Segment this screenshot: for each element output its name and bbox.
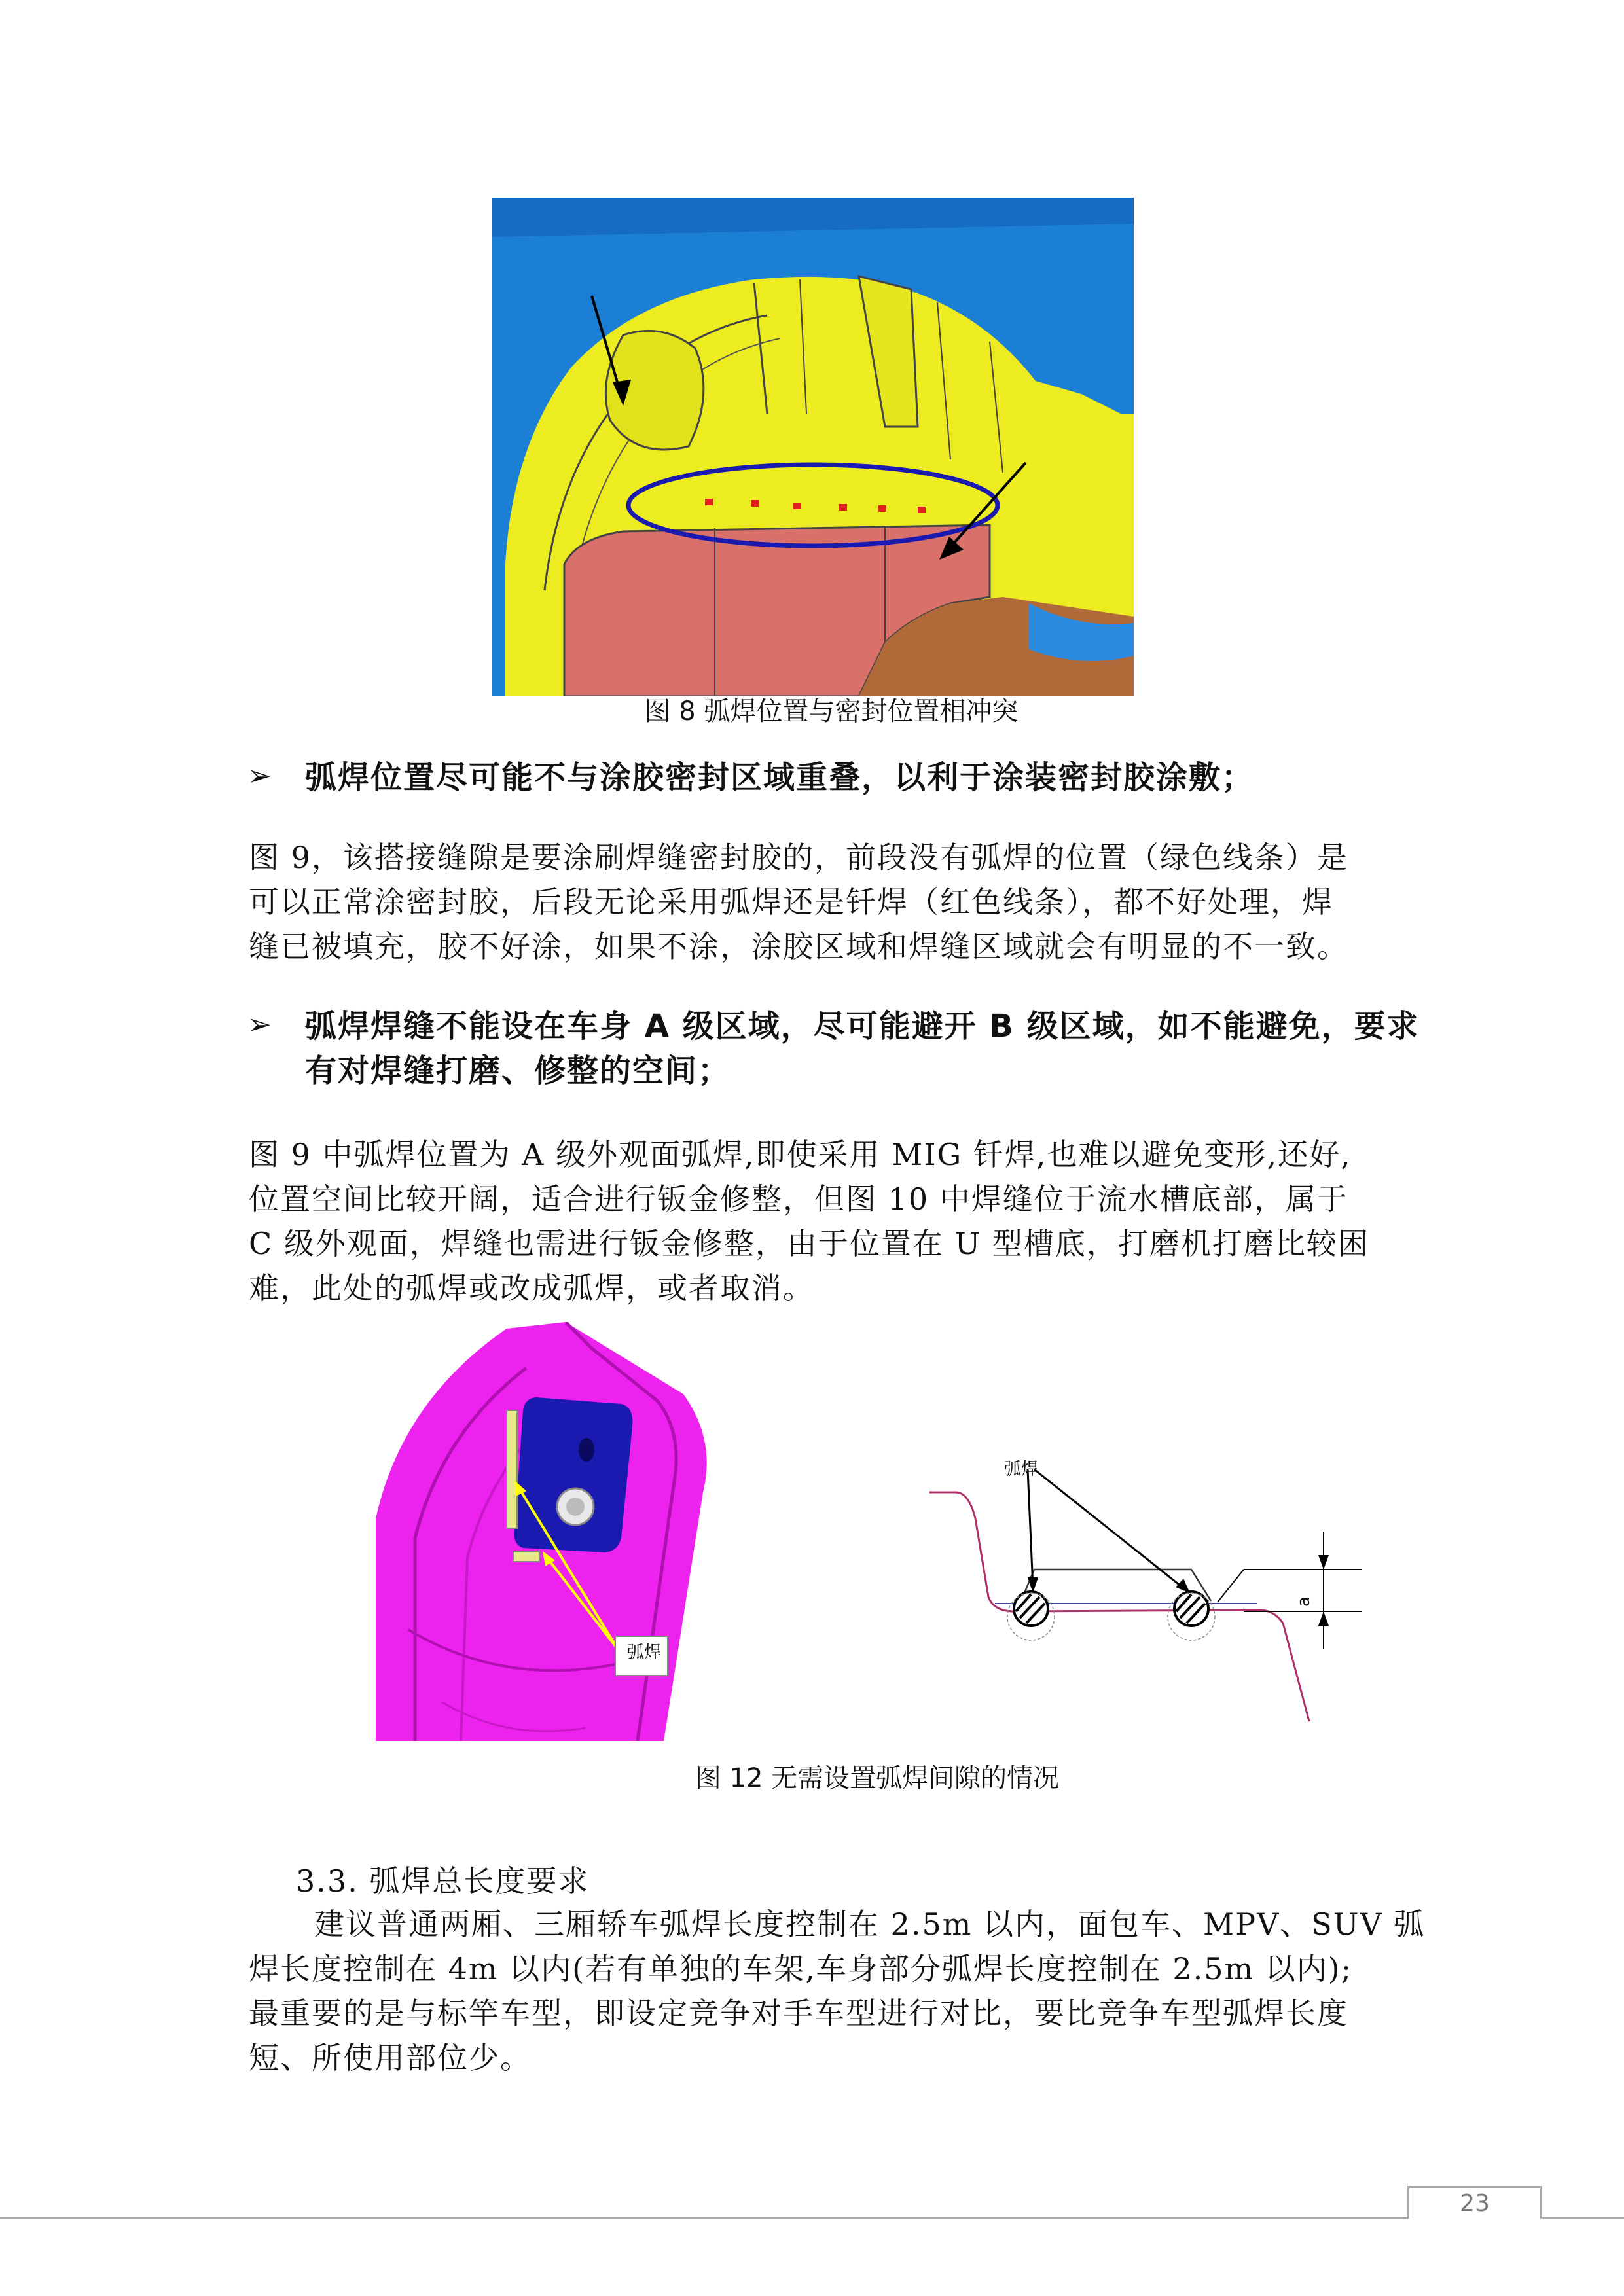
para-1-line-3: 缝已被填充，胶不好涂，如果不涂，涂胶区域和焊缝区域就会有明显的不一致。 <box>249 929 1348 964</box>
dimension-label-a: a <box>1293 1596 1314 1607</box>
figure-8-caption: 图 8 弧焊位置与密封位置相冲突 <box>644 696 1019 726</box>
para-3-line-1: 建议普通两厢、三厢轿车弧焊长度控制在 2.5m 以内，面包车、MPV、SUV 弧 <box>314 1907 1426 1942</box>
figure-12-right-diagram <box>916 1440 1362 1741</box>
para-2-line-3: C 级外观面，焊缝也需进行钣金修整，由于位置在 U 型槽底，打磨机打磨比较困 <box>249 1226 1369 1261</box>
para-2-line-2: 位置空间比较开阔，适合进行钣金修整，但图 10 中焊缝位于流水槽底部，属于 <box>249 1181 1348 1217</box>
para-2-line-1: 图 9 中弧焊位置为 A 级外观面弧焊,即使采用 MIG 钎焊,也难以避免变形,还好, <box>249 1137 1352 1172</box>
para-3-line-4: 短、所使用部位少。 <box>249 2040 532 2075</box>
page-number: 23 <box>1460 2190 1490 2217</box>
figure-8-image <box>492 198 1134 696</box>
weld-label-left: 弧焊 <box>626 1643 661 1662</box>
figure-12-left-image <box>376 1322 827 1741</box>
weld-label-right: 弧焊 <box>1004 1460 1039 1479</box>
section-heading: 3.3. 弧焊总长度要求 <box>296 1863 590 1899</box>
bullet-marker: ➢ <box>247 1008 272 1041</box>
footer-rule <box>0 2217 1624 2219</box>
para-1-line-2: 可以正常涂密封胶，后段无论采用弧焊还是钎焊（红色线条），都不好处理，焊 <box>249 884 1333 920</box>
para-1-line-1: 图 9，该搭接缝隙是要涂刷焊缝密封胶的，前段没有弧焊的位置（绿色线条）是 <box>249 840 1348 875</box>
bullet-marker: ➢ <box>247 759 272 793</box>
para-3-line-3: 最重要的是与标竿车型，即设定竞争对手车型进行对比，要比竞争车型弧焊长度 <box>249 1996 1348 2031</box>
bullet-2-line-2: 有对焊缝打磨、修整的空间； <box>305 1052 731 1089</box>
page-number-box <box>1407 2186 1542 2219</box>
figure-12-caption: 图 12 无需设置弧焊间隙的情况 <box>695 1763 1060 1793</box>
bullet-2-line-1: 弧焊焊缝不能设在车身 A 级区域，尽可能避开 B 级区域，如不能避免，要求 <box>305 1008 1420 1045</box>
bullet-1-text: 弧焊位置尽可能不与涂胶密封区域重叠，以利于涂装密封胶涂敷； <box>305 759 1255 796</box>
para-3-line-2: 焊长度控制在 4m 以内(若有单独的车架,车身部分弧焊长度控制在 2.5m 以内); <box>249 1951 1353 1986</box>
para-2-line-4: 难，此处的弧焊或改成弧焊，或者取消。 <box>249 1270 814 1306</box>
